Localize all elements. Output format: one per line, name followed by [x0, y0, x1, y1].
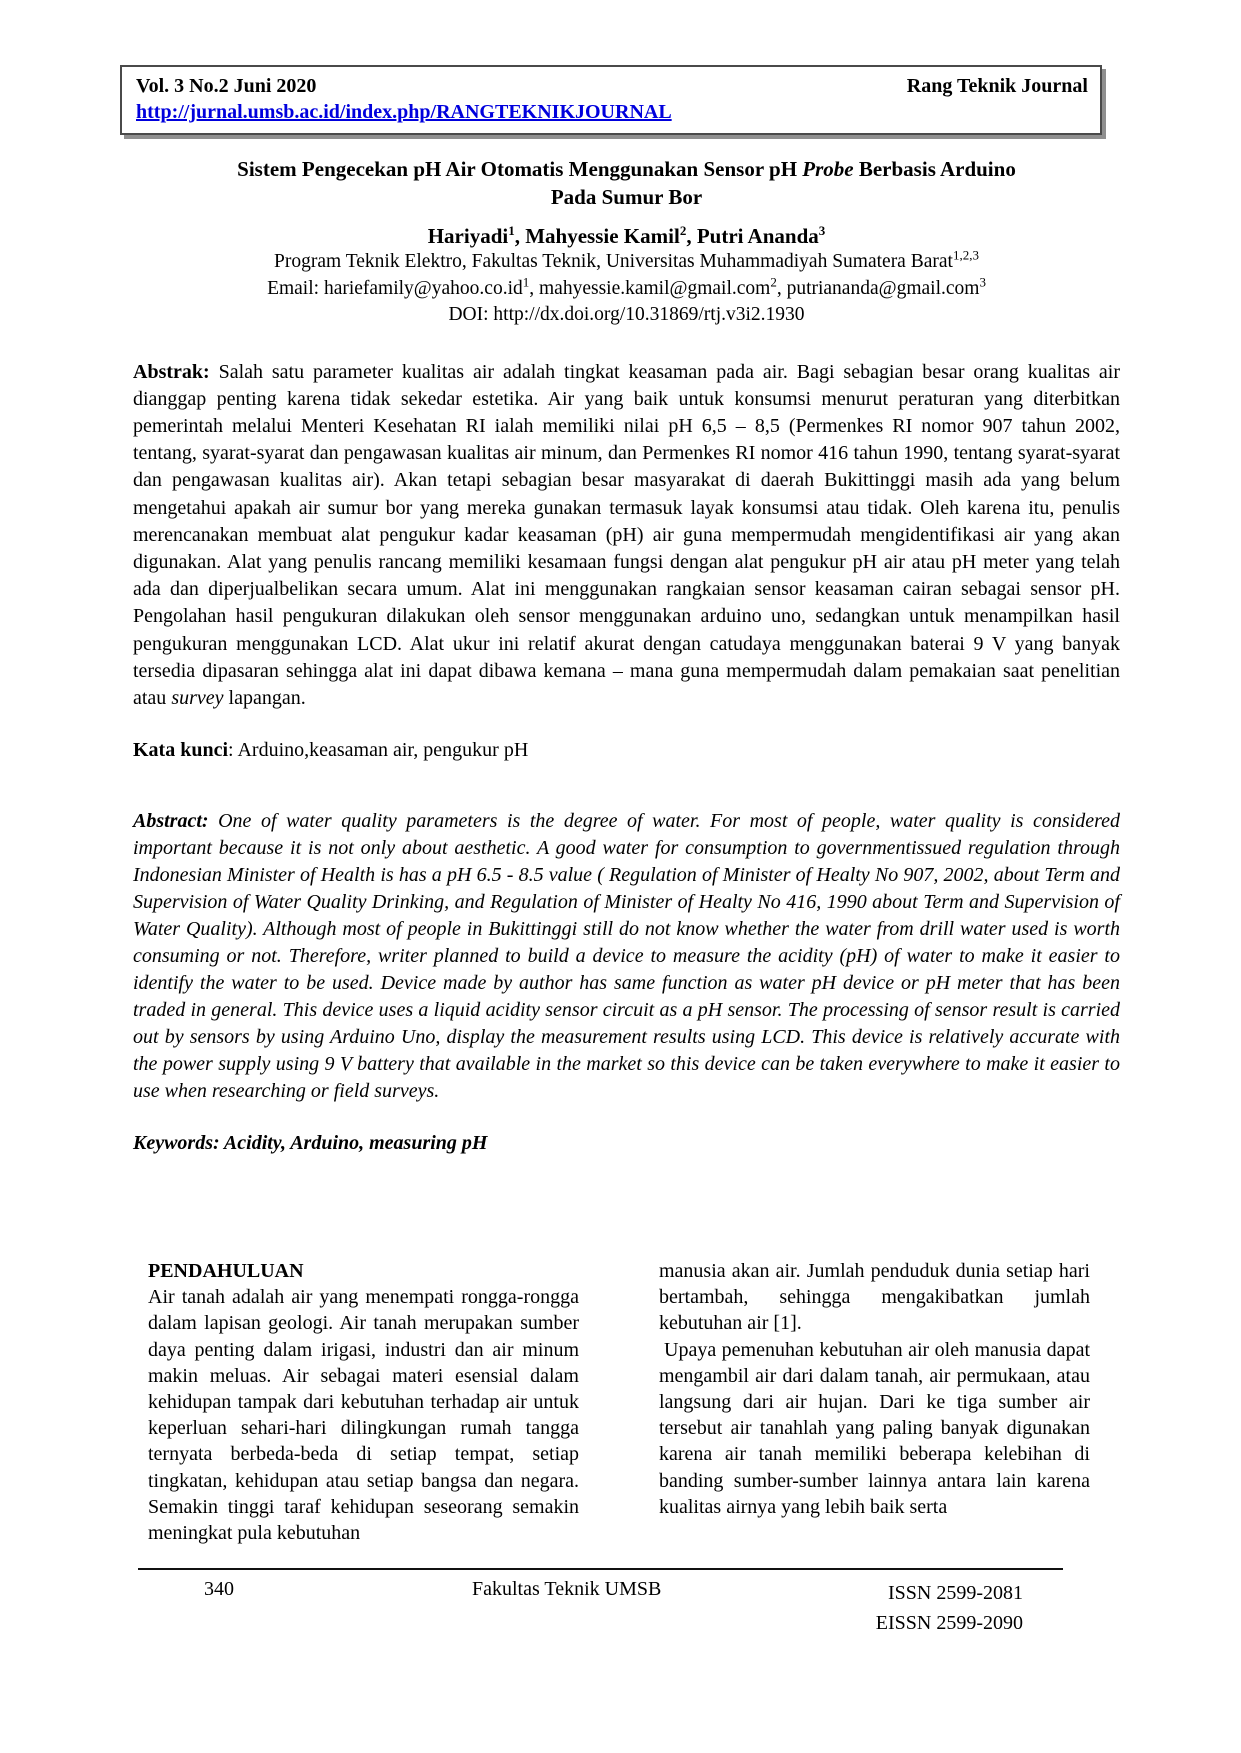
authors-line: [133, 223, 1120, 249]
footer-issn-block: [876, 1578, 1023, 1638]
abstract-en-text: One of water quality parameters is the degree of water. For most of people, water quality is considered important because it is not only about aesthetic. A good water for consumption to governmentissued regulation through Indonesian Minister of Health is has a pH 6.5 - 8.5 value ( Regulation of Minister of Healty No 907, 2002, about Term and Supervision of Water Quality Drinking, and Regulation of Minister of Healty No 416, 1990 about Term and Supervision of Water Quality). Although most of people in Bukittinggi still do not know whether the water from drill water used is worth consuming or not. Therefore, writer planned to build a device to measure the acidity (pH) of water to make it easier to identify the water to be used. Device made by author has same function as water pH device or pH meter that has been traded in general. This device uses a liquid acidity sensor circuit as a pH sensor. The processing of sensor result is carried out by sensors by using Arduino Uno, display the measurement results using LCD. This device is relatively accurate with the power supply using 9 V battery that available in the market so this device can be taken everywhere to make it easier to use when researching or field surveys.: [133, 810, 1120, 1103]
title-text: Sistem Pengecekan pH Air Otomatis Menggunakan Sensor pH: [237, 157, 803, 181]
page-number: 340: [204, 1578, 234, 1600]
title-text-tail: Berbasis Arduino: [853, 157, 1016, 181]
title-italic-word: Probe: [802, 157, 854, 181]
paper-title-line1: [133, 155, 1120, 183]
intro-left-paragraph: Air tanah adalah air yang menempati rongga-rongga dalam lapisan geologi. Air tanah merupakan sumber daya penting dalam irigasi, industri dan air minum makin meluas. Air sebagai materi esensial dalam kehidupan tampak dari kebutuhan terhadap air untuk keperluan sehari-hari dilingkungan rumah tangga ternyata berbeda-beda di setiap tempat, setiap tingkatan, kehidupan atau setiap bangsa dan negara. Semakin tinggi taraf kehidupan seseorang semakin meningkat pula kebutuhan: [148, 1286, 579, 1545]
email-address-1: hariefamily@yahoo.co.id: [323, 277, 523, 299]
kata-kunci-text: : Arduino,keasaman air, pengukur pH: [228, 739, 529, 762]
page-content: [133, 0, 1120, 1155]
email-2-sup: 2: [770, 274, 777, 289]
abstract-id-text: Salah satu parameter kualitas air adalah tingkat keasaman pada air. Bagi sebagian besar orang kualitas air dianggap penting karena tidak sekedar estetika. Air yang baik untuk konsumsi menurut peraturan yang diterbitkan pemerintah melalui Menteri Kesehatan RI ialah memiliki nilai pH 6,5 – 8,5 (Permenkes RI nomor 907 tahun 2002, tentang, syarat-syarat dan pengawasan kualitas air minum, dan Permenkes RI nomor 416 tahun 1990, tentang syarat-syarat dan pengawasan kualitas air). Akan tetapi sebagian besar masyarakat di daerah Bukittinggi masih ada yang belum mengetahui apakah air sumur bor yang mereka gunakan termasuk layak konsumsi atau tidak. Oleh karena itu, penulis merencanakan membuat alat pengukur kadar keasaman (pH) air guna mempermudah mengidentifikasi air yang akan digunakan. Alat yang penulis rancang memiliki kesamaan fungsi dengan alat pengukur pH air atau pH meter yang telah ada dan diperjualbelikan secara umum. Alat ini menggunakan rangkaian sensor keasaman cairan sebagai sensor pH. Pengolahan hasil pengukuran dilakukan oleh sensor menggunakan arduino uno, sedangkan untuk menampilkan hasil pengukuran menggunakan LCD. Alat ukur ini relatif akurat dengan catudaya menggunakan baterai 9 V yang banyak tersedia dipasaran sehingga alat ini dapat dibawa kemana – mana guna mempermudah dalam pemakaian saat penelitian atau: [133, 360, 1120, 709]
affiliation-text: Program Teknik Elektro, Fakultas Teknik, Universitas Muhammadiyah Sumatera Barat: [274, 251, 953, 272]
author-1: Hariyadi: [427, 224, 509, 248]
author-2-sup: 2: [679, 223, 687, 238]
email-address-3: putriananda@gmail.com: [786, 277, 980, 299]
doi-line: DOI: http://dx.doi.org/10.31869/rtj.v3i2.1930: [448, 304, 805, 325]
abstract-en-label: Abstract:: [133, 810, 209, 833]
journal-name: Rang Teknik Journal: [906, 75, 1088, 97]
page-footer: [138, 1568, 1063, 1634]
abstract-indonesian: [133, 359, 1120, 713]
author-3-sup: 3: [818, 223, 826, 238]
footer-institution: Fakultas Teknik UMSB: [472, 1578, 662, 1600]
email-sep: ,: [776, 277, 787, 299]
abstract-english: [133, 808, 1120, 1105]
abstract-id-italic-word: survey: [171, 686, 224, 709]
email-sep: ,: [529, 277, 539, 299]
paper-title-line2: Pada Sumur Bor: [550, 185, 703, 209]
affiliation-sup: 1,2,3: [952, 247, 979, 263]
email-label: Email:: [267, 277, 324, 299]
email-address-2: mahyessie.kamil@gmail.com: [539, 277, 771, 299]
kata-kunci-line: [133, 739, 1120, 762]
email-line: [133, 276, 1120, 303]
section-heading-pendahuluan: PENDAHULUAN: [148, 1260, 304, 1282]
keywords-line: Keywords: Acidity, Arduino, measuring pH: [133, 1132, 488, 1155]
author-3: , Putri Ananda: [686, 224, 819, 248]
eissn-label: EISSN 2599-2090: [875, 1612, 1023, 1634]
intro-right-paragraph-1: manusia akan air. Jumlah penduduk dunia setiap hari bertambah, sehingga mengakibatkan jumlah kebutuhan air [1].: [659, 1260, 1090, 1335]
email-1-sup: 1: [522, 274, 530, 289]
journal-url-link[interactable]: http://jurnal.umsb.ac.id/index.php/RANGTEKNIKJOURNAL: [136, 101, 672, 123]
author-1-sup: 1: [508, 223, 515, 238]
abstract-id-label: Abstrak:: [133, 360, 210, 383]
affiliation-line: [133, 249, 1120, 276]
kata-kunci-label: Kata kunci: [133, 739, 229, 762]
author-2: , Mahyessie Kamil: [514, 224, 680, 248]
journal-header-box: [120, 65, 1102, 135]
intro-right-paragraph-2: Upaya pemenuhan kebutuhan air oleh manusia dapat mengambil air dari dalam tanah, air permukaan, atau langsung dari air hujan. Dari ke tiga sumber air tersebut air tanahlah yang paling banyak digunakan karena air tanah memiliki beberapa kelebihan di banding sumber-sumber lainnya antara lain karena kualitas airnya yang lebih baik serta: [659, 1338, 1090, 1518]
email-3-sup: 3: [979, 274, 986, 289]
introduction-columns: [148, 1258, 1090, 1576]
intro-column-right: [659, 1258, 1090, 1576]
volume-issue-label: Vol. 3 No.2 Juni 2020: [136, 75, 317, 97]
abstract-id-text-tail: lapangan.: [223, 686, 306, 709]
issn-label: ISSN 2599-2081: [887, 1582, 1023, 1604]
journal-header-row: [136, 73, 1088, 99]
paper-title: [133, 155, 1120, 211]
intro-column-left: [148, 1258, 579, 1576]
